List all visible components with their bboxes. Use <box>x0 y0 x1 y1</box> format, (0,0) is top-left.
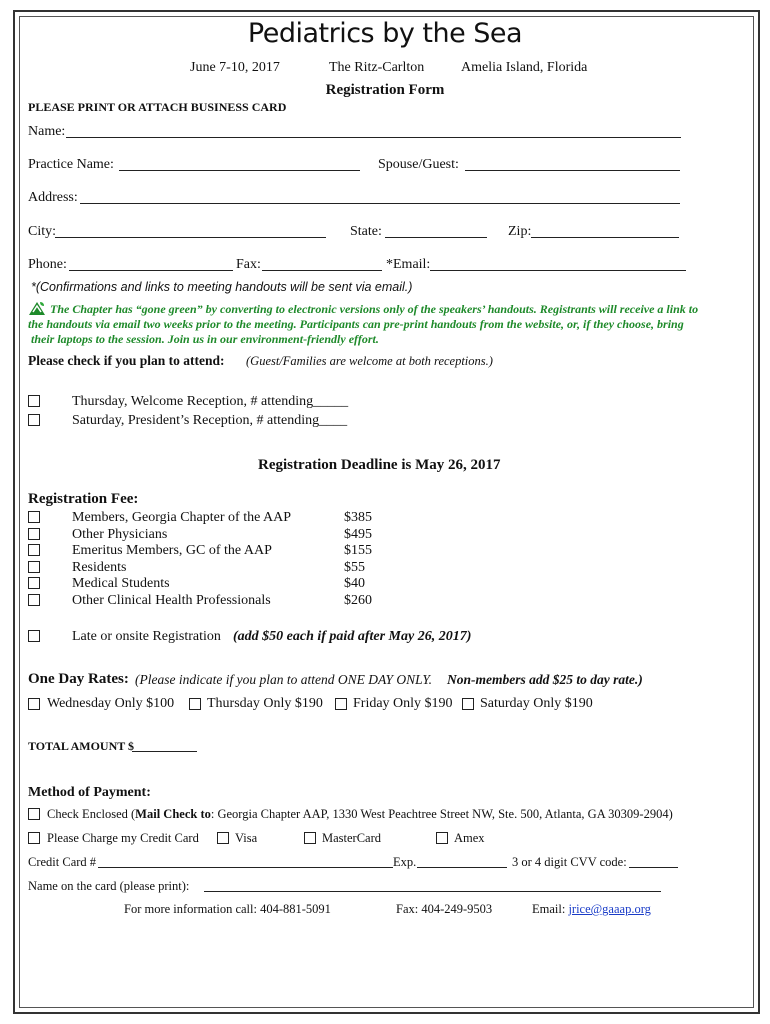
event-date: June 7-10, 2017 <box>190 60 280 75</box>
event-venue: The Ritz-Carlton <box>329 60 425 75</box>
thursday-reception-label: Thursday, Welcome Reception, # attending_____ <box>72 394 349 409</box>
mail-check-to: Mail Check to <box>135 807 211 821</box>
late-registration-checkbox[interactable] <box>28 630 40 642</box>
cvv-label: 3 or 4 digit CVV code: <box>512 855 627 869</box>
practice-name-field[interactable] <box>119 170 360 171</box>
cvv-field[interactable] <box>629 867 678 868</box>
charge-card-checkbox[interactable] <box>28 832 40 844</box>
fee-checkbox-other-physicians[interactable] <box>28 528 40 540</box>
fax-field[interactable] <box>262 270 382 271</box>
city-field[interactable] <box>55 237 326 238</box>
fee-label-emeritus: Emeritus Members, GC of the AAP <box>72 543 272 558</box>
fee-price-residents: $55 <box>344 560 365 575</box>
green-notice-line2: the handouts via email two weeks prior to the meeting. Participants can pre-print handouts from the website, or, if they choose, bring <box>28 317 684 331</box>
email-label: Email: <box>532 902 566 916</box>
zip-field[interactable] <box>531 237 679 238</box>
green-notice-line3: their laptops to the session. Join us in our environment-friendly effort. <box>31 332 379 346</box>
address-field[interactable] <box>80 203 680 204</box>
fee-checkbox-medical-students[interactable] <box>28 577 40 589</box>
amex-checkbox[interactable] <box>436 832 448 844</box>
thursday-only-checkbox[interactable] <box>189 698 201 710</box>
name-label: Name: <box>28 124 66 139</box>
saturday-only-checkbox[interactable] <box>462 698 474 710</box>
check-enclosed-checkbox[interactable] <box>28 808 40 820</box>
mastercard-checkbox[interactable] <box>304 832 316 844</box>
charge-card-label: Please Charge my Credit Card <box>47 831 199 845</box>
friday-only-label: Friday Only $190 <box>353 696 453 711</box>
name-on-card-label: Name on the card (please print): <box>28 879 190 893</box>
fee-price-medical-students: $40 <box>344 576 365 591</box>
leaf-recycle-icon <box>28 300 46 316</box>
confirmation-note: *(Confirmations and links to meeting handouts will be sent via email.) <box>31 280 413 294</box>
attend-note: (Guest/Families are welcome at both receptions.) <box>246 354 493 368</box>
city-label: City: <box>28 224 57 239</box>
late-registration-note: (add $50 each if paid after May 26, 2017) <box>233 629 472 644</box>
footer-fax: Fax: 404-249-9503 <box>396 902 493 916</box>
email-field[interactable] <box>430 270 686 271</box>
amex-label: Amex <box>454 831 485 845</box>
zip-label: Zip: <box>508 224 532 239</box>
registration-deadline: Registration Deadline is May 26, 2017 <box>258 457 501 473</box>
saturday-reception-label: Saturday, President’s Reception, # attending____ <box>72 413 348 428</box>
fee-price-other-physicians: $495 <box>344 527 372 542</box>
one-day-heading: One Day Rates: <box>28 671 129 687</box>
fee-checkbox-emeritus[interactable] <box>28 544 40 556</box>
mastercard-label: MasterCard <box>322 831 382 845</box>
fax-label: Fax: <box>236 257 261 272</box>
fee-label-medical-students: Medical Students <box>72 576 170 591</box>
total-amount-label: TOTAL AMOUNT $ <box>28 739 135 753</box>
email-link[interactable]: jrice@gaaap.org <box>568 902 651 916</box>
saturday-reception-checkbox[interactable] <box>28 414 40 426</box>
wednesday-only-label: Wednesday Only $100 <box>47 696 175 711</box>
event-location: Amelia Island, Florida <box>461 60 588 75</box>
print-note: PLEASE PRINT OR ATTACH BUSINESS CARD <box>28 100 287 114</box>
info-phone: For more information call: 404-881-5091 <box>124 902 331 916</box>
friday-only-checkbox[interactable] <box>335 698 347 710</box>
thursday-reception-checkbox[interactable] <box>28 395 40 407</box>
saturday-only-label: Saturday Only $190 <box>480 696 593 711</box>
fee-label-other-clinical: Other Clinical Health Professionals <box>72 593 271 608</box>
spouse-field[interactable] <box>465 170 680 171</box>
name-on-card-field[interactable] <box>204 891 661 892</box>
fee-checkbox-other-clinical[interactable] <box>28 594 40 606</box>
visa-label: Visa <box>235 831 258 845</box>
email-label: *Email: <box>386 257 431 272</box>
fee-checkbox-members[interactable] <box>28 511 40 523</box>
one-day-note: (Please indicate if you plan to attend ONE DAY ONLY. <box>135 672 432 687</box>
late-registration-label: Late or onsite Registration <box>72 629 221 644</box>
fee-label-residents: Residents <box>72 560 127 575</box>
card-number-field[interactable] <box>98 867 393 868</box>
event-title: Pediatrics by the Sea <box>247 18 523 49</box>
practice-name-label: Practice Name: <box>28 157 114 172</box>
exp-field[interactable] <box>417 867 507 868</box>
state-field[interactable] <box>385 237 487 238</box>
phone-label: Phone: <box>28 257 67 272</box>
thursday-only-label: Thursday Only $190 <box>207 696 323 711</box>
name-field[interactable] <box>66 137 681 138</box>
spouse-label: Spouse/Guest: <box>378 157 459 172</box>
fee-price-other-clinical: $260 <box>344 593 372 608</box>
form-title: Registration Form <box>325 82 445 98</box>
phone-field[interactable] <box>69 270 233 271</box>
attend-label: Please check if you plan to attend: <box>28 353 225 368</box>
address-label: Address: <box>28 190 78 205</box>
fee-price-members: $385 <box>344 510 372 525</box>
visa-checkbox[interactable] <box>217 832 229 844</box>
payment-heading: Method of Payment: <box>28 785 151 800</box>
fee-price-emeritus: $155 <box>344 543 372 558</box>
fee-checkbox-residents[interactable] <box>28 561 40 573</box>
exp-label: Exp. <box>393 855 417 869</box>
wednesday-only-checkbox[interactable] <box>28 698 40 710</box>
check-mailing-address: : Georgia Chapter AAP, 1330 West Peachtree Street NW, Ste. 500, Atlanta, GA 30309-2904) <box>210 807 673 821</box>
footer-email <box>532 902 651 917</box>
check-enclosed-prefix: Check Enclosed ( <box>47 807 136 821</box>
total-amount-field[interactable] <box>132 751 197 752</box>
card-number-label: Credit Card # <box>28 855 97 869</box>
check-enclosed-text <box>47 807 673 822</box>
one-day-note-bold: Non-members add $25 to day rate.) <box>447 672 643 687</box>
green-notice-line1: The Chapter has “gone green” by converting to electronic versions only of the speakers’ handouts. Registrants will receive a link to <box>50 302 699 316</box>
registration-fee-heading: Registration Fee: <box>28 491 139 507</box>
fee-label-other-physicians: Other Physicians <box>72 527 168 542</box>
state-label: State: <box>350 224 382 239</box>
fee-label-members: Members, Georgia Chapter of the AAP <box>72 510 292 525</box>
